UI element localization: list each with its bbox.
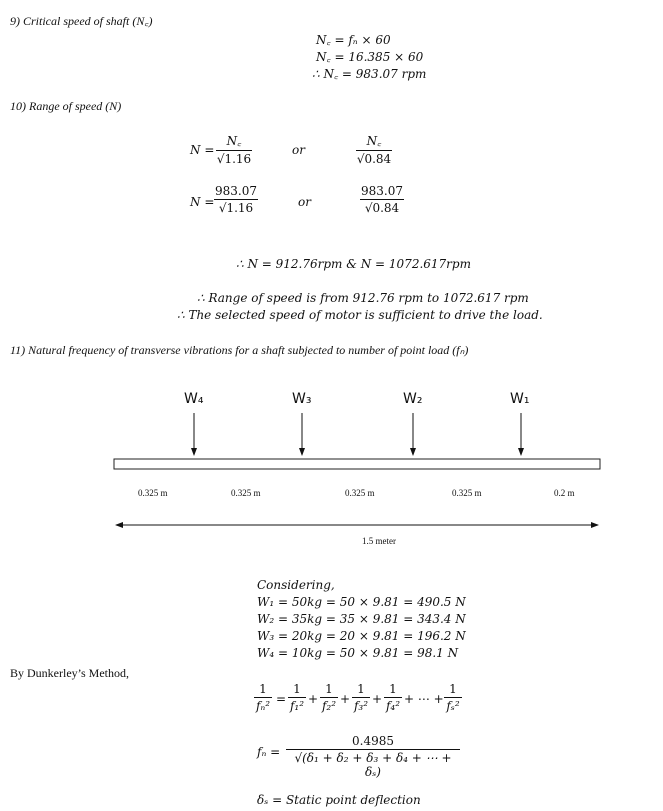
denominator: f₂²: [321, 699, 337, 713]
numerator: 0.4985: [352, 734, 394, 748]
weight-label-w3: W₃: [292, 391, 312, 407]
fraction-fn: [286, 734, 460, 779]
denominator: √1.16: [216, 152, 252, 166]
static-deflection-note: δₛ = Static point deflection: [257, 793, 421, 807]
nc-formula-2: N꜀ = 16.385 × 60: [316, 50, 424, 64]
section-9-heading: 9) Critical speed of shaft (N꜀): [10, 14, 153, 28]
denominator: fₙ²: [255, 699, 271, 713]
numerator: 1: [357, 682, 365, 696]
denominator: √(δ₁ + δ₂ + δ₃ + δ₄ + ⋯ + δₛ): [294, 751, 452, 779]
fraction-1-f42: [384, 682, 402, 713]
weight-label-w2: W₂: [403, 391, 423, 407]
denominator: fₛ²: [446, 699, 460, 713]
equals-sign: =: [276, 692, 287, 706]
load-w1: W₁ = 50kg = 50 × 9.81 = 490.5 N: [257, 595, 466, 609]
load-w3: W₃ = 20kg = 20 × 9.81 = 196.2 N: [257, 629, 466, 643]
plus-sign: +: [340, 692, 351, 706]
length-label: 1.5 meter: [362, 536, 396, 546]
speed-range: ∴ Range of speed is from 912.76 rpm to 1072.617 rpm: [197, 291, 529, 305]
shaft-beam: [114, 459, 600, 469]
spacing-2: 0.325 m: [231, 488, 261, 498]
numerator: 1: [449, 682, 457, 696]
ellipsis-sum: + ⋯ +: [404, 692, 444, 706]
load-w4: W₄ = 10kg = 50 × 9.81 = 98.1 N: [257, 646, 459, 660]
numerator: N꜀: [226, 134, 242, 148]
numerator: 1: [293, 682, 301, 696]
fraction-bar: [384, 697, 402, 698]
denominator: √0.84: [356, 152, 392, 166]
dunkerley-label: By Dunkerley’s Method,: [10, 666, 129, 680]
numerator: 983.07: [215, 184, 257, 198]
fn-equals: fₙ =: [257, 745, 281, 759]
spacing-3: 0.325 m: [345, 488, 375, 498]
n-equals-1: N =: [190, 143, 215, 157]
fraction-bar: [444, 697, 462, 698]
n-equals-2: N =: [190, 195, 215, 209]
considering-label: Considering,: [257, 578, 335, 592]
numerator: N꜀: [366, 134, 382, 148]
fraction-bar: [286, 749, 460, 750]
weight-label-w1: W₁: [510, 391, 530, 407]
numerator: 1: [259, 682, 267, 696]
fraction-1-f12: [288, 682, 306, 713]
plus-sign: +: [372, 692, 383, 706]
denominator: √1.16: [218, 201, 254, 215]
load-w2: W₂ = 35kg = 35 × 9.81 = 343.4 N: [257, 612, 466, 626]
fraction-bar: [352, 697, 370, 698]
section-10-heading: 10) Range of speed (N): [10, 99, 122, 113]
spacing-5: 0.2 m: [554, 488, 575, 498]
fraction-bar: [288, 697, 306, 698]
denominator: f₃²: [353, 699, 369, 713]
or-text-1: or: [292, 143, 305, 157]
speed-result: ∴ N = 912.76rpm & N = 1072.617rpm: [236, 257, 471, 271]
nc-result: ∴ N꜀ = 983.07 rpm: [312, 67, 427, 81]
nc-formula-1: N꜀ = fₙ × 60: [316, 33, 391, 47]
plus-sign: +: [308, 692, 319, 706]
numerator: 983.07: [361, 184, 403, 198]
fraction-1-fs2: [444, 682, 462, 713]
denominator: f₁²: [289, 699, 305, 713]
spacing-1: 0.325 m: [138, 488, 168, 498]
fraction-1-f32: [352, 682, 370, 713]
or-text-2: or: [298, 195, 311, 209]
load-arrows: [194, 413, 521, 455]
motor-selection: ∴ The selected speed of motor is sufficient to drive the load.: [177, 308, 543, 322]
spacing-4: 0.325 m: [452, 488, 482, 498]
fraction-1-fn2: [254, 682, 272, 713]
weight-label-w4: W₄: [184, 391, 204, 407]
denominator: √0.84: [364, 201, 400, 215]
fraction-1-f22: [320, 682, 338, 713]
numerator: 1: [325, 682, 333, 696]
section-11-heading: 11) Natural frequency of transverse vibrations for a shaft subjected to number of point load (fₙ): [10, 343, 469, 357]
denominator: f₄²: [385, 699, 401, 713]
numerator: 1: [389, 682, 397, 696]
fraction-bar: [320, 697, 338, 698]
fraction-bar: [254, 697, 272, 698]
